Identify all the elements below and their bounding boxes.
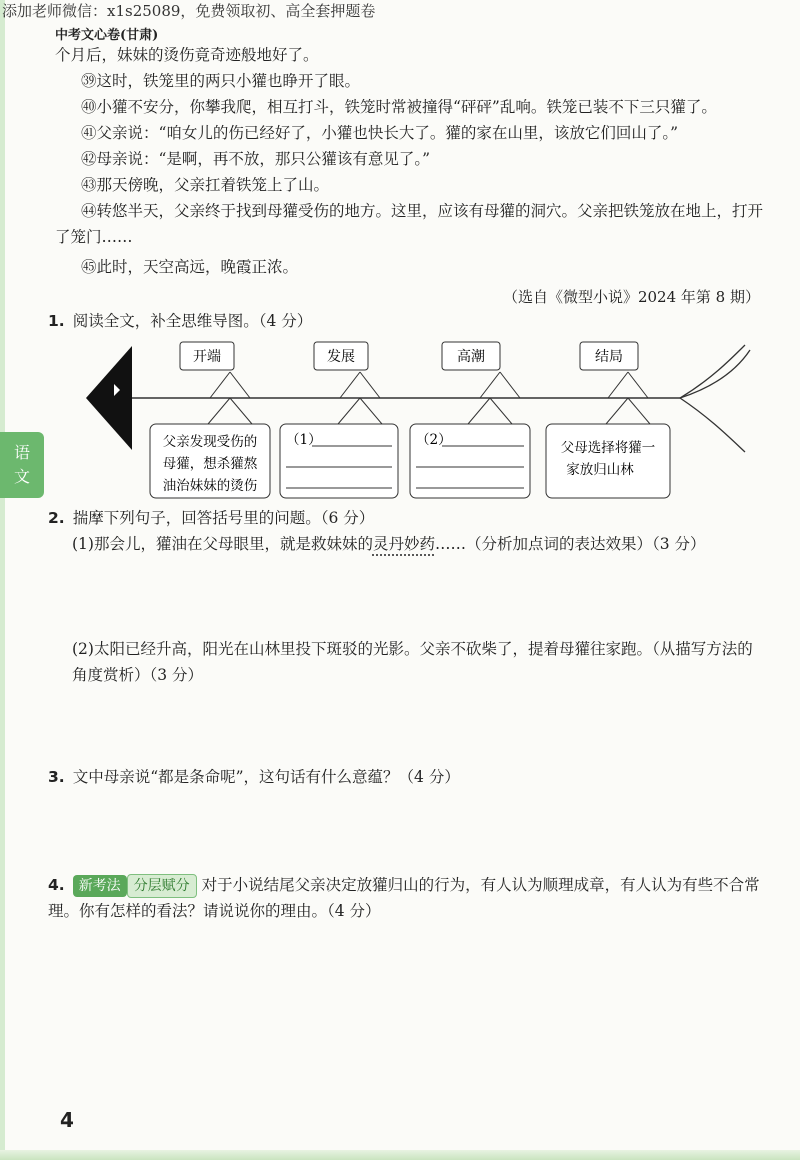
box-ending-line: 家放归山林 bbox=[566, 462, 634, 478]
bone bbox=[606, 398, 628, 424]
question-number: 3. bbox=[48, 768, 65, 786]
bone bbox=[500, 372, 520, 398]
blank-1-label: （1） bbox=[286, 432, 322, 448]
passage-line: ㊺此时，天空高远，晚霞正浓。 bbox=[81, 258, 299, 276]
header-tag: 中考文心卷(甘肃) bbox=[55, 28, 159, 43]
question-text: 阅读全文，补全思维导图。（4 分） bbox=[72, 312, 313, 330]
label-climax: 高潮 bbox=[457, 349, 485, 365]
tiered-score-badge: 分层赋分 bbox=[127, 874, 197, 898]
bottom-stripe bbox=[0, 1150, 800, 1160]
bone bbox=[360, 398, 382, 424]
mindmap-box-ending bbox=[546, 424, 670, 498]
page-edge-strip bbox=[0, 0, 5, 1160]
bone bbox=[230, 372, 250, 398]
question-text: 揣摩下列句子，回答括号里的问题。（6 分） bbox=[72, 509, 375, 527]
bone bbox=[608, 372, 628, 398]
bone bbox=[628, 398, 650, 424]
question-1 bbox=[48, 308, 312, 334]
question-text: 对于小说结尾父亲决定放獾归山的行为，有人认为顺理成章，有人认为有些不合常理。你有怎样的看法？请说说你的理由。（4 分） bbox=[48, 876, 760, 920]
sub-text: (1)那会儿，獾油在父母眼里，就是救妹妹的 bbox=[72, 535, 373, 553]
bone bbox=[230, 398, 252, 424]
subject-tab-char: 文 bbox=[13, 467, 30, 486]
question-3 bbox=[48, 764, 460, 790]
bone bbox=[480, 372, 500, 398]
subject-tab-char: 语 bbox=[13, 443, 30, 462]
fishbone-mind-map bbox=[80, 340, 760, 510]
sub-text: ……（分析加点词的表达效果）（3 分） bbox=[434, 535, 706, 553]
blank-2-label: （2） bbox=[416, 432, 452, 448]
label-start: 开端 bbox=[193, 349, 221, 365]
bone bbox=[210, 372, 230, 398]
passage-line: 个月后，妹妹的烫伤竟奇迹般地好了。 bbox=[55, 46, 319, 64]
bone bbox=[468, 398, 490, 424]
label-development: 发展 bbox=[327, 349, 355, 365]
fish-tail-upper bbox=[680, 345, 745, 398]
passage-line: ㊴这时，铁笼里的两只小獾也睁开了眼。 bbox=[81, 72, 361, 90]
bone bbox=[208, 398, 230, 424]
box-ending-line: 父母选择将獾一 bbox=[560, 440, 656, 456]
bone bbox=[490, 398, 512, 424]
question-number: 2. bbox=[48, 509, 65, 527]
fish-head bbox=[86, 346, 132, 450]
question-number: 4. bbox=[48, 876, 65, 894]
question-number: 1. bbox=[48, 312, 65, 330]
question-2-sub-2: (2)太阳已经升高，阳光在山林里投下斑驳的光影。父亲不砍柴了，提着母獾往家跑。（从描写方法的角度赏析）（3 分） bbox=[72, 640, 753, 684]
new-method-badge: 新考法 bbox=[73, 875, 127, 897]
box-start-line: 油治妹妹的烫伤 bbox=[162, 478, 258, 494]
box-start-line: 父亲发现受伤的 bbox=[162, 434, 258, 450]
bone bbox=[628, 372, 648, 398]
fish-tail-lower bbox=[680, 398, 745, 452]
dotted-words: 灵丹妙药 bbox=[372, 535, 435, 553]
subject-tab bbox=[0, 432, 44, 498]
question-text: 文中母亲说“都是条命呢”，这句话有什么意蕴？（4 分） bbox=[72, 768, 460, 786]
source-citation: （选自《微型小说》2024 年第 8 期） bbox=[502, 288, 760, 306]
passage-line: ㊶父亲说：“咱女儿的伤已经好了，小獾也快长大了。獾的家在山里，该放它们回山了。” bbox=[81, 124, 679, 142]
page-number: 4 bbox=[60, 1108, 74, 1132]
passage-line: ㊵小獾不安分，你攀我爬，相互打斗，铁笼时常被撞得“砰砰”乱响。铁笼已装不下三只獾了。 bbox=[81, 98, 717, 116]
watermark: 添加老师微信：x1s25089，免费领取初、高全套押题卷 bbox=[2, 2, 376, 20]
passage-line: ㊸那天傍晚，父亲扛着铁笼上了山。 bbox=[81, 176, 330, 194]
passage-line: ㊹转悠半天，父亲终于找到母獾受伤的地方。这里，应该有母獾的洞穴。父亲把铁笼放在地上，打开了笼门…… bbox=[55, 202, 764, 246]
question-2-sub-1 bbox=[72, 531, 762, 557]
passage-line: ㊷母亲说：“是啊，再不放，那只公獾该有意见了。” bbox=[81, 150, 431, 168]
bone bbox=[338, 398, 360, 424]
label-ending: 结局 bbox=[595, 349, 623, 365]
bone bbox=[340, 372, 360, 398]
question-2 bbox=[48, 505, 374, 531]
question-4 bbox=[48, 872, 763, 924]
box-start-line: 母獾，想杀獾熬 bbox=[162, 456, 258, 472]
bone bbox=[360, 372, 380, 398]
